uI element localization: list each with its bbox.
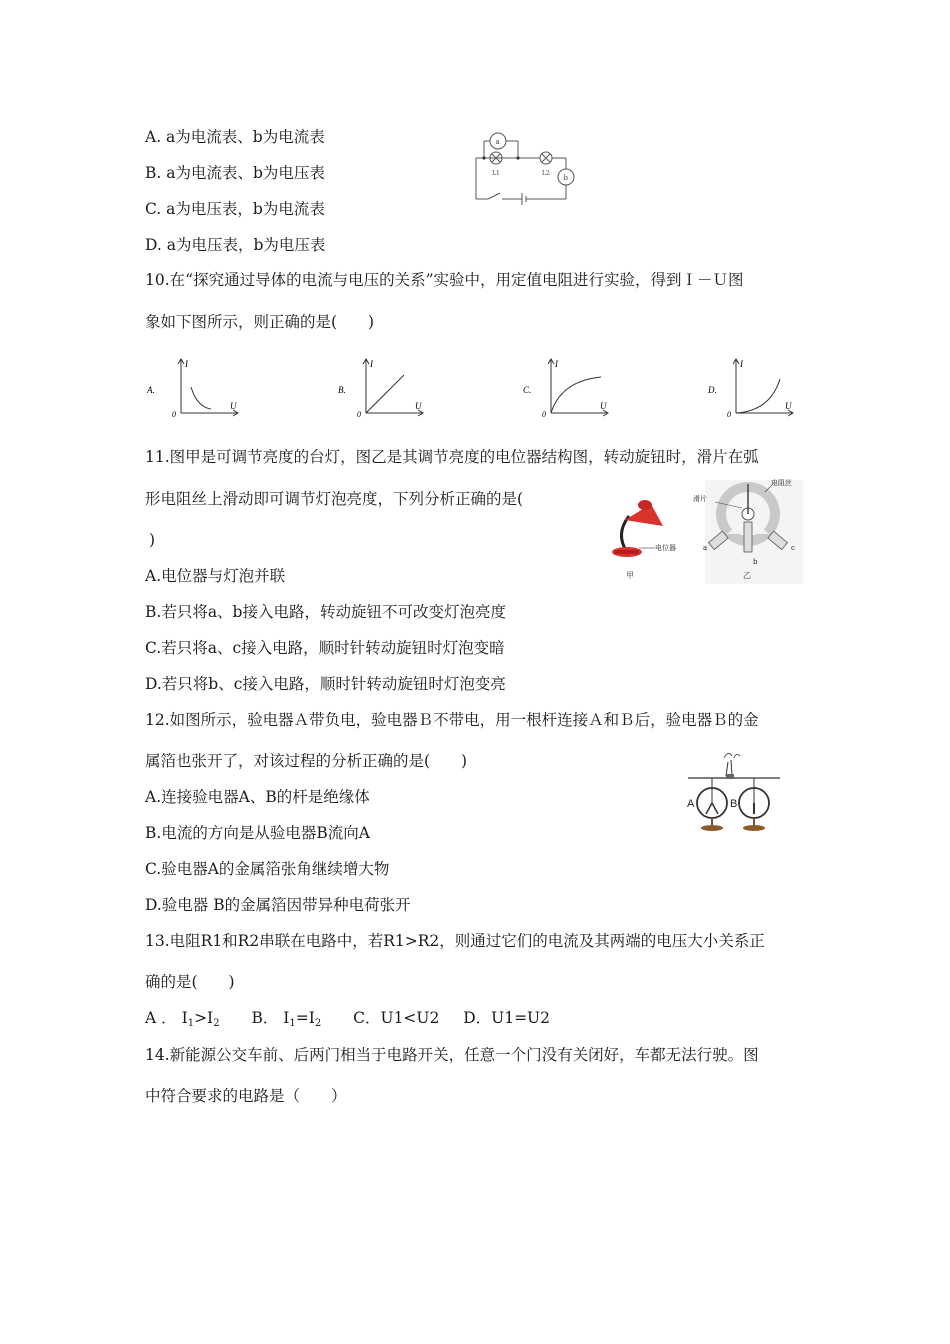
q11-option-c: C.若只将a、c接入电路，顺时针转动旋钮时灯泡变暗 (145, 639, 505, 657)
q13-stem-line2: 确的是( ) (145, 973, 235, 991)
q9-lamp2-label: L2 (542, 170, 550, 177)
svg-text:I: I (555, 359, 558, 369)
q13-option-c: C．U1<U2 (353, 1009, 440, 1027)
q11-option-b: B.若只将a、b接入电路，转动旋钮不可改变灯泡亮度 (145, 603, 506, 621)
svg-text:U: U (415, 401, 422, 411)
q12-stem-line2: 属箔也张开了，对该过程的分析正确的是( ) (145, 752, 468, 770)
svg-text:I: I (185, 359, 188, 369)
terminal-a-label: a (703, 544, 708, 552)
q11-stem-line3: ) (149, 531, 156, 549)
q10-stem-line2: 象如下图所示，则正确的是( ) (145, 313, 375, 331)
q10-graph-a (145, 355, 245, 420)
q12-stem-line1: 12.如图所示，验电器Ａ带负电，验电器Ｂ不带电，用一根杆连接Ａ和Ｂ后，验电器Ｂ的金 (145, 711, 759, 729)
q13-option-a: A ． $I_1>I_2$ (145, 1009, 220, 1029)
terminal-b-label: b (753, 558, 758, 566)
svg-text:I: I (370, 359, 373, 369)
q10-curve-d (736, 379, 780, 413)
electroscope-a-icon (697, 778, 727, 831)
q11-figure (605, 478, 805, 586)
svg-text:D.: D. (708, 385, 717, 395)
svg-text:0: 0 (357, 410, 361, 419)
q10-graph-b (330, 355, 430, 420)
q14-stem-line1: 14.新能源公交车前、后两门相当于电路开关，任意一个门没有关闭好，车都无法行驶。图 (145, 1046, 759, 1064)
q13-option-b: B． $I_1=I_2$ (251, 1009, 322, 1029)
q13-options (145, 1008, 550, 1034)
q10-graph-c (515, 355, 615, 420)
q11-option-d: D.若只将b、c接入电路，顺时针转动旋钮时灯泡变亮 (145, 675, 506, 693)
svg-text:A.: A. (147, 385, 155, 395)
q10-graph-d (700, 355, 800, 420)
q9-meter-a-label: a (495, 138, 500, 146)
q11-option-a: A.电位器与灯泡并联 (145, 567, 286, 585)
q13-stem-line1: 13.电阻R1和R2串联在电路中，若R1>R2，则通过它们的电流及其两端的电压大小关系正 (145, 932, 765, 950)
electroscope-b-icon (739, 778, 769, 831)
q9-option-d: D. a为电压表，b为电压表 (145, 236, 326, 254)
svg-text:B.: B. (338, 385, 346, 395)
electroscope-b-label: B (730, 798, 738, 810)
electroscope-a-label: A (687, 798, 695, 810)
svg-text:C.: C. (523, 385, 532, 395)
q9-circuit-diagram (470, 125, 590, 207)
q12-electroscope-figure (686, 748, 782, 834)
q9-lamp1-label: L1 (492, 170, 500, 177)
q12-option-b: B.电流的方向是从验电器B流向A (145, 824, 370, 842)
svg-text:0: 0 (727, 410, 731, 419)
svg-text:U: U (600, 401, 607, 411)
potentiometer-label: 电位器 (655, 544, 676, 552)
q13-option-d: D．U1=U2 (463, 1009, 550, 1027)
svg-text:I: I (740, 359, 743, 369)
fig-yi-label: 乙 (743, 571, 751, 580)
q10-curve-c (551, 377, 601, 413)
fig-jia-label: 甲 (626, 571, 634, 580)
svg-text:U: U (785, 401, 792, 411)
q10-curve-b (366, 375, 404, 413)
q9-option-c: C. a为电压表，b为电流表 (145, 200, 325, 218)
q9-option-a: A. a为电流表、b为电流表 (145, 128, 325, 146)
svg-text:0: 0 (172, 410, 176, 419)
q11-stem-line1: 11.图甲是可调节亮度的台灯，图乙是其调节亮度的电位器结构图，转动旋钮时，滑片在弧 (145, 448, 759, 466)
slider-label: 滑片 (693, 495, 707, 503)
q12-option-d: D.验电器 B的金属箔因带异种电荷张开 (145, 896, 411, 914)
svg-text:0: 0 (542, 410, 546, 419)
q12-option-a: A.连接验电器A、B的杆是绝缘体 (145, 788, 370, 806)
q11-stem-line2: 形电阻丝上滑动即可调节灯泡亮度，下列分析正确的是( (145, 490, 524, 508)
q9-meter-b-label: b (563, 174, 568, 182)
q12-option-c: C.验电器A的金属箔张角继续增大物 (145, 860, 390, 878)
q10-curve-a (191, 387, 211, 409)
svg-text:U: U (230, 401, 237, 411)
q9-option-b: B. a为电流表、b为电压表 (145, 164, 325, 182)
resistance-wire-label: 电阻丝 (771, 479, 792, 487)
terminal-c-label: c (791, 544, 795, 552)
q14-stem-line2: 中符合要求的电路是（ ） (145, 1087, 347, 1105)
q10-stem-line1: 10.在“探究通过导体的电流与电压的关系”实验中，用定值电阻进行实验，得到Ｉ－Ｕ图 (145, 271, 744, 289)
